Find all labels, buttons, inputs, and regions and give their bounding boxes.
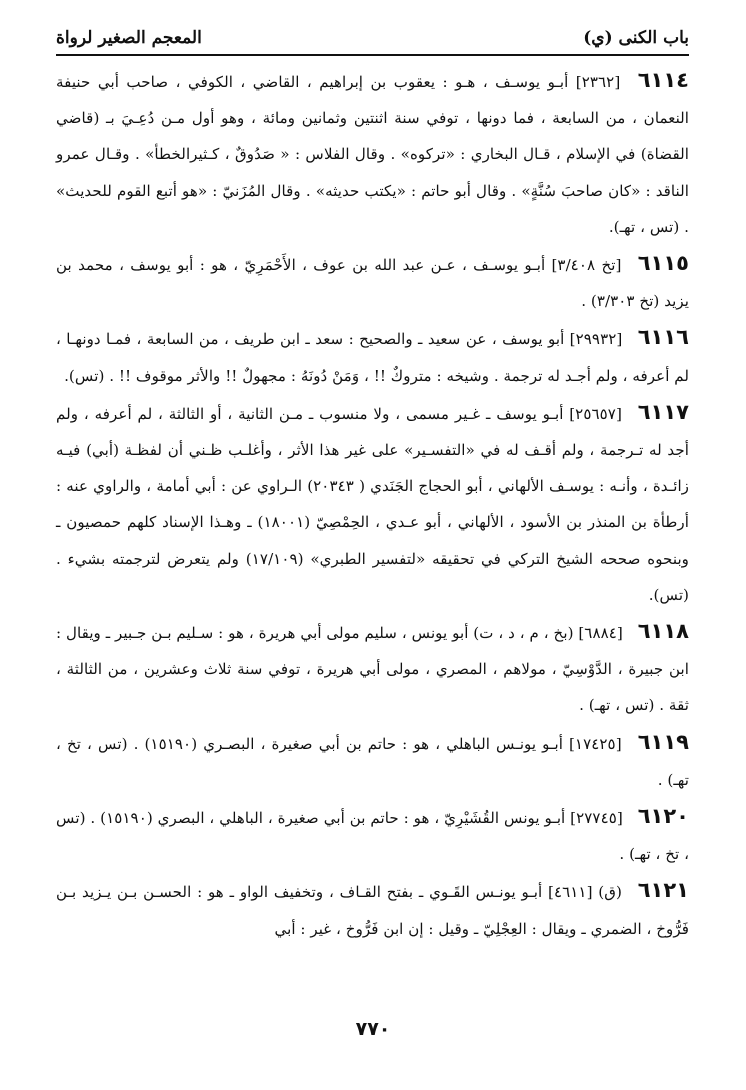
entry-6115 [56, 245, 689, 319]
entry-6120 [56, 798, 689, 872]
entry-number: ٦١٢١ [637, 878, 689, 903]
entry-number: ٦١١٨ [637, 619, 690, 644]
entry-6121 [56, 872, 689, 946]
entry-6114 [56, 62, 689, 245]
entry-text: [٦٨٨٤] (بخ ، م ، د ، ت) أبو يونس ، سليم مولى أبي هريرة ، هو : سـليم بـن جـبير ـ ويقال : ابن جبيرة ، الدَّوْسِيّ ، مولاهم ، المصري ، مولى أبي هريرة ، توفي سنة ثلاث وعشرين ، من الثالثة ، ثقة . (تس ، تهـ) . [56, 624, 689, 715]
entry-6116 [56, 319, 689, 393]
entry-6118 [56, 613, 689, 724]
entry-text: [٢٧٧٤٥] أبـو يونس القُشَيْرِيّ ، هو : حاتم بن أبي صغيرة ، الباهلي ، البصري (١٥١٩٠) . (تس ، تخ ، تهـ) . [56, 809, 689, 864]
entry-number: ٦١١٤ [637, 68, 690, 92]
entry-number: ٦١١٧ [637, 399, 690, 424]
entry-6119 [56, 724, 689, 798]
entry-text: (ق) [٤٦١١] أبـو يونـس القَـوي ـ بفتح القـاف ، وتخفيف الواو ـ هو : الحسـن بـن يـزيد بـن فَرُّوخ ، الضمري ـ ويقال : العِجْلِيّ ـ وقيل : إن ابن فَرُّوخ ، غير : أبي [56, 883, 689, 938]
entry-number: ٦١١٦ [637, 325, 689, 350]
book-title: المعجم الصغير لرواة [56, 28, 202, 48]
entry-number: ٦١١٥ [637, 251, 690, 276]
entry-text: [٢٣٦٢] أبـو يوسـف ، هـو : يعقوب بن إبراهيم ، القاضي ، الكوفي ، صاحب أبي حنيفة النعمان ، من السابعة ، فما دونها ، توفي سنة اثنتين وثمانين ومائة ، وهو أول مـن دُعِـيَ بـ (قاضي القضاة) في الإسلام ، قـال البخاري : «تركوه» . وقال الفلاس : « صَدُوقٌ ، كـثيرالخطأ» . وقـال عمرو الناقد : «كان صاحبَ سُنَّةٍ» . وقال أبو حاتم : «يكتب حديثه» . وقال المُزَنيّ : «هو أتبع القوم للحديث» . (تس ، تهـ). [56, 73, 689, 236]
chapter-title: باب الكنى (ي) [583, 28, 689, 48]
page-number: ٧٧٠ [355, 1018, 391, 1040]
entry-number: ٦١٢٠ [637, 804, 689, 829]
entries-body [56, 62, 689, 947]
running-header [56, 20, 689, 56]
entry-number: ٦١١٩ [637, 729, 689, 754]
entry-text: [٢٥٦٥٧] أبـو يوسف ـ غـير مسمى ، ولا منسوب ـ مـن الثانية ، أو الثالثة ، لم أعرفه ، ولم أجد له تـرجمة ، ولم أقـف له في «التفسـير» على غير هذا الأثر ، وأغلـب ظـني أن لفظـة (أبي) فيـه زائـدة ، وأنـه : يوسـف الألهاني ، أبو الحجاج الجَنَدي ( ٢٠٣٤٣) الـراوي عن : أبي أمامة ، والراوي عنه : أرطأة بن المنذر بن الأسود ، الألهاني ، أبو عـدي ، الحِمْصِيّ (١٨٠٠١) ـ وهـذا الإسناد كلهم حمصيون ـ وبنحوه صححه الشيخ التركي في تحقيقه «لتفسير الطبري» (١٧/١٠٩) ولم يتعرض لترجمته بشيء . (تس). [56, 404, 690, 604]
entry-text: [٢٩٩٣٢] أبو يوسف ، عن سعيد ـ والصحيح : سعد ـ ابن طريف ، من السابعة ، فمـا دونهـا ، لم أعرفه ، ولم أجـد له ترجمة . وشيخه : متروكٌ !! ، وَمَنْ دُونَهُ : مجهولٌ !! والأثر موقوف !! . (تس). [56, 330, 689, 385]
entry-text: [تخ ٣/٤٠٨] أبـو يوسـف ، عـن عبد الله بن عوف ، الأَحْمَرِيّ ، هو : أبو يوسف ، محمد بن يزيد (تخ ٣/٣٠٣) . [56, 256, 689, 311]
entry-6117 [56, 394, 689, 613]
entry-text: [١٧٤٢٥] أبـو يونـس الباهلي ، هو : حاتم بن أبي صغيرة ، البصـري (١٥١٩٠) . (تس ، تخ ، تهـ) . [56, 734, 689, 789]
